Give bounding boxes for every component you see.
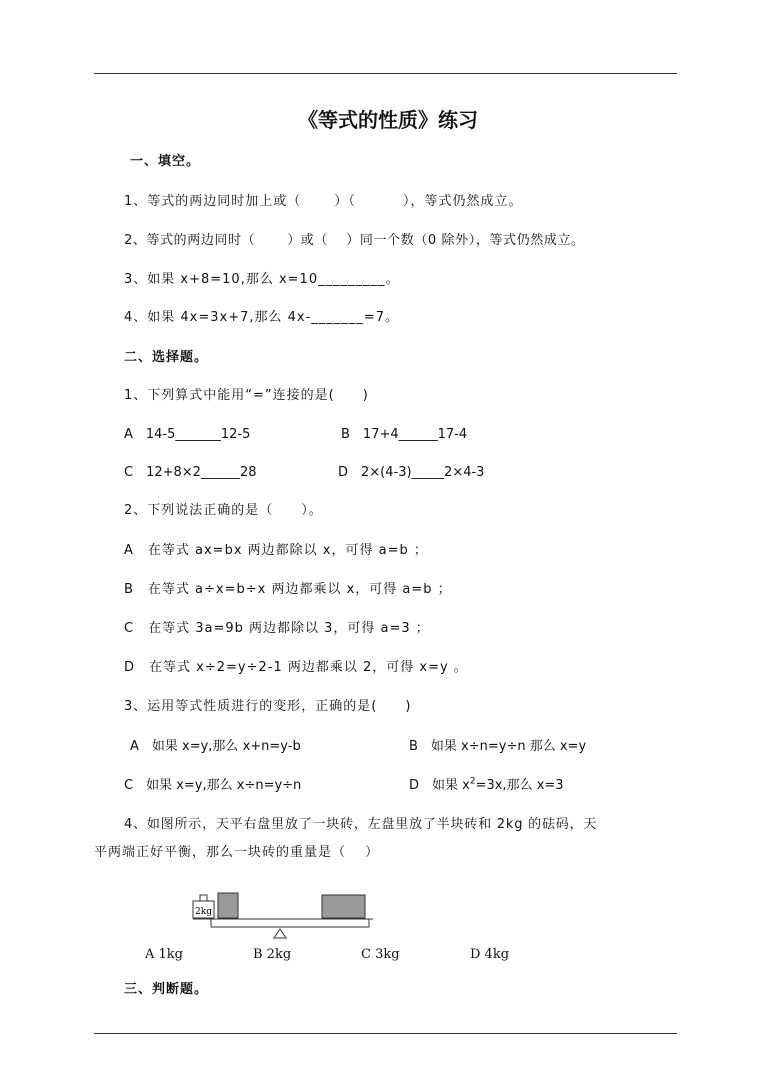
- s1-question-4: 4、如果 4x=3x+7,那么 4x-_______=7。: [124, 310, 399, 325]
- s2-q2-option-c: C 在等式 3a=9b 两边都除以 3，可得 a=3 ；: [124, 621, 430, 636]
- s2-q3-option-d-pre: D 如果 x: [409, 778, 470, 793]
- s2-q4-option-d: D 4kg: [470, 947, 510, 962]
- s2-q1-stem: 1、下列算式中能用“=”连接的是( ): [124, 388, 369, 403]
- section1-heading: 一、填空。: [130, 154, 201, 169]
- page-title: 《等式的性质》练习: [298, 108, 478, 132]
- s2-q1-option-d: D 2×(4-3)_____2×4-3: [338, 465, 485, 480]
- s2-q3-option-a: A 如果 x=y,那么 x+n=y-b: [130, 739, 301, 754]
- s2-q3-option-d-sup: 2: [469, 776, 476, 787]
- section3-heading: 三、判断题。: [124, 982, 209, 997]
- s1-question-2: 2、等式的两边同时（ ）或（ ）同一个数（0 除外），等式仍然成立。: [124, 233, 585, 248]
- s2-q4-line-2: 平两端正好平衡，那么一块砖的重量是（ ）: [94, 845, 380, 860]
- s2-q4-line-1: 4、如图所示，天平右盘里放了一块砖，左盘里放了半块砖和 2kg 的砝码，天: [124, 817, 598, 832]
- half-brick-icon: [218, 893, 238, 918]
- balance-scale-figure: [185, 888, 385, 946]
- s2-q1-option-c: C 12+8×2______28: [124, 465, 257, 480]
- s2-q3-option-d: [409, 774, 564, 793]
- s2-q1-option-a: A 14-5_______12-5: [124, 427, 251, 442]
- fulcrum-icon: [274, 929, 286, 938]
- section2-heading: 二、选择题。: [124, 350, 209, 365]
- header-rule: [94, 73, 677, 74]
- s1-question-3: 3、如果 x+8=10,那么 x=10_________。: [124, 272, 400, 287]
- s2-q2-option-a: A 在等式 ax=bx 两边都除以 x，可得 a=b ；: [124, 543, 428, 558]
- weight-label: 2kg: [195, 907, 212, 917]
- s2-q4-option-c: C 3kg: [361, 947, 400, 962]
- s2-q3-option-d-post: =3x,那么 x=3: [475, 778, 564, 793]
- s2-q2-option-b: B 在等式 a÷x=b÷x 两边都乘以 x，可得 a=b ；: [124, 582, 452, 597]
- s2-q4-option-a: A 1kg: [145, 947, 183, 962]
- s2-q3-option-b: B 如果 x÷n=y÷n 那么 x=y: [409, 739, 587, 754]
- brick-icon: [322, 895, 365, 918]
- s1-question-1: 1、等式的两边同时加上或（ ）（ ），等式仍然成立。: [124, 194, 523, 209]
- s2-q2-stem: 2、下列说法正确的是（ ）。: [124, 503, 323, 518]
- weight-handle-icon: [200, 895, 207, 901]
- s2-q3-option-c: C 如果 x=y,那么 x÷n=y÷n: [124, 778, 302, 793]
- s2-q1-option-b: B 17+4______17-4: [341, 427, 468, 442]
- s2-q4-option-b: B 2kg: [253, 947, 292, 962]
- footer-rule: [94, 1033, 677, 1034]
- s2-q2-option-d: D 在等式 x÷2=y÷2-1 两边都乘以 2，可得 x=y 。: [124, 660, 468, 675]
- s2-q3-stem: 3、运用等式性质进行的变形，正确的是( ): [124, 699, 412, 714]
